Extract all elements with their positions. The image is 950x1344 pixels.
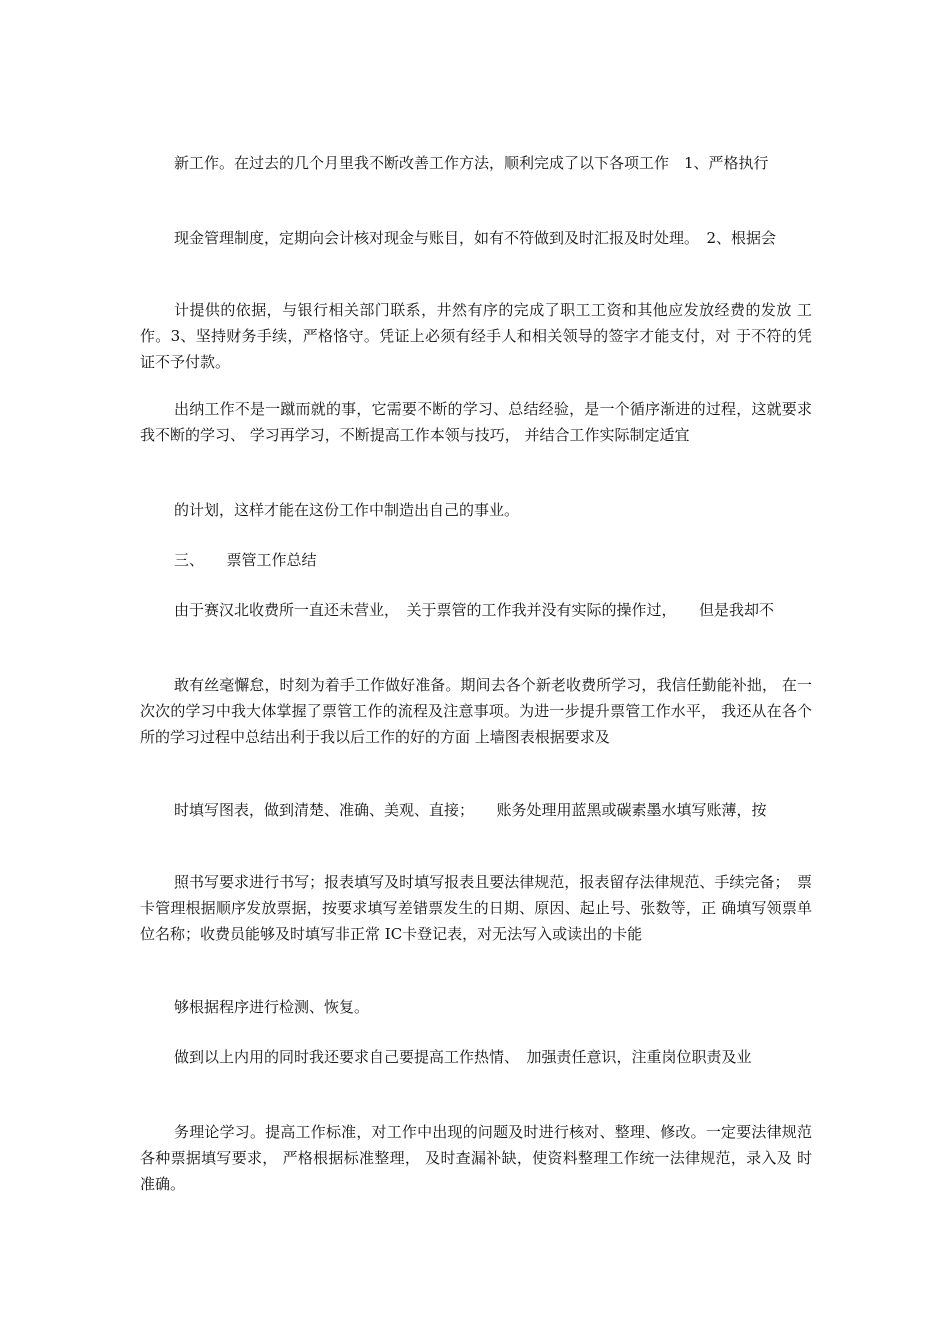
paragraph-9: 照书写要求进行书写；报表填写及时填写报表且要法律规范，报表留存法律规范、手续完备； 票卡管理根据顺序发放票据，按要求填写差错票发生的日期、原因、起止号、张数等，正 确填写领票单位名称；收费员能够及时填写非正常 IC卡登记表，对无法写入或读出的卡能 [140,873,812,943]
paragraph-2: 现金管理制度，定期向会计核对现金与账目，如有不符做到及时汇报及时处理。 2、根据会 [174,229,777,247]
paragraph-1: 新工作。在过去的几个月里我不断改善工作方法，顺利完成了以下各项工作 1、严格执行 [174,154,769,172]
paragraph-10: 够根据程序进行检测、恢复。 [174,998,370,1016]
paragraph-3: 计提供的依据，与银行相关部门联系，井然有序的完成了职工工资和其他应发放经费的发放 工作。3、坚持财务手续，严格恪守。凭证上必须有经手人和相关领导的签字才能支付，对 于不符的凭证不予付款。 [140,301,812,371]
paragraph-12: 务理论学习。提高工作标准，对工作中出现的问题及时进行核对、整理、修改。一定要法律规范 各种票据填写要求， 严格根据标准整理， 及时查漏补缺，使资料整理工作统一法律规范，录入及 时准确。 [140,1123,817,1193]
paragraph-11: 做到以上内用的同时我还要求自己要提高工作热情、 加强责任意识，注重岗位职责及业 [174,1048,752,1066]
section-heading: 三、 票管工作总结 [174,551,317,569]
paragraph-5: 的计划，这样才能在这份工作中制造出自己的事业。 [174,501,520,519]
paragraph-4: 出纳工作不是一蹴而就的事，它需要不断的学习、总结经验，是一个循序渐进的过程，这就要求我不断的学习、 学习再学习，不断提高工作本领与技巧， 并结合工作实际制定适宜 [140,400,812,444]
paragraph-8: 时填写图表，做到清楚、准确、美观、直接； 账务处理用蓝黑或碳素墨水填写账薄，按 [174,801,767,819]
paragraph-7: 敢有丝毫懈怠，时刻为着手工作做好准备。期间去各个新老收费所学习，我信任勤能补拙， 在一次次的学习中我大体掌握了票管工作的流程及注意事项。为进一步提升票管工作水平， 我还从在各个所的学习过程中总结出利于我以后工作的好的方面 上墙图表根据要求及 [140,676,812,746]
paragraph-6: 由于赛汉北收费所一直还未营业， 关于票管的工作我并没有实际的操作过， 但是我却不 [174,601,775,619]
